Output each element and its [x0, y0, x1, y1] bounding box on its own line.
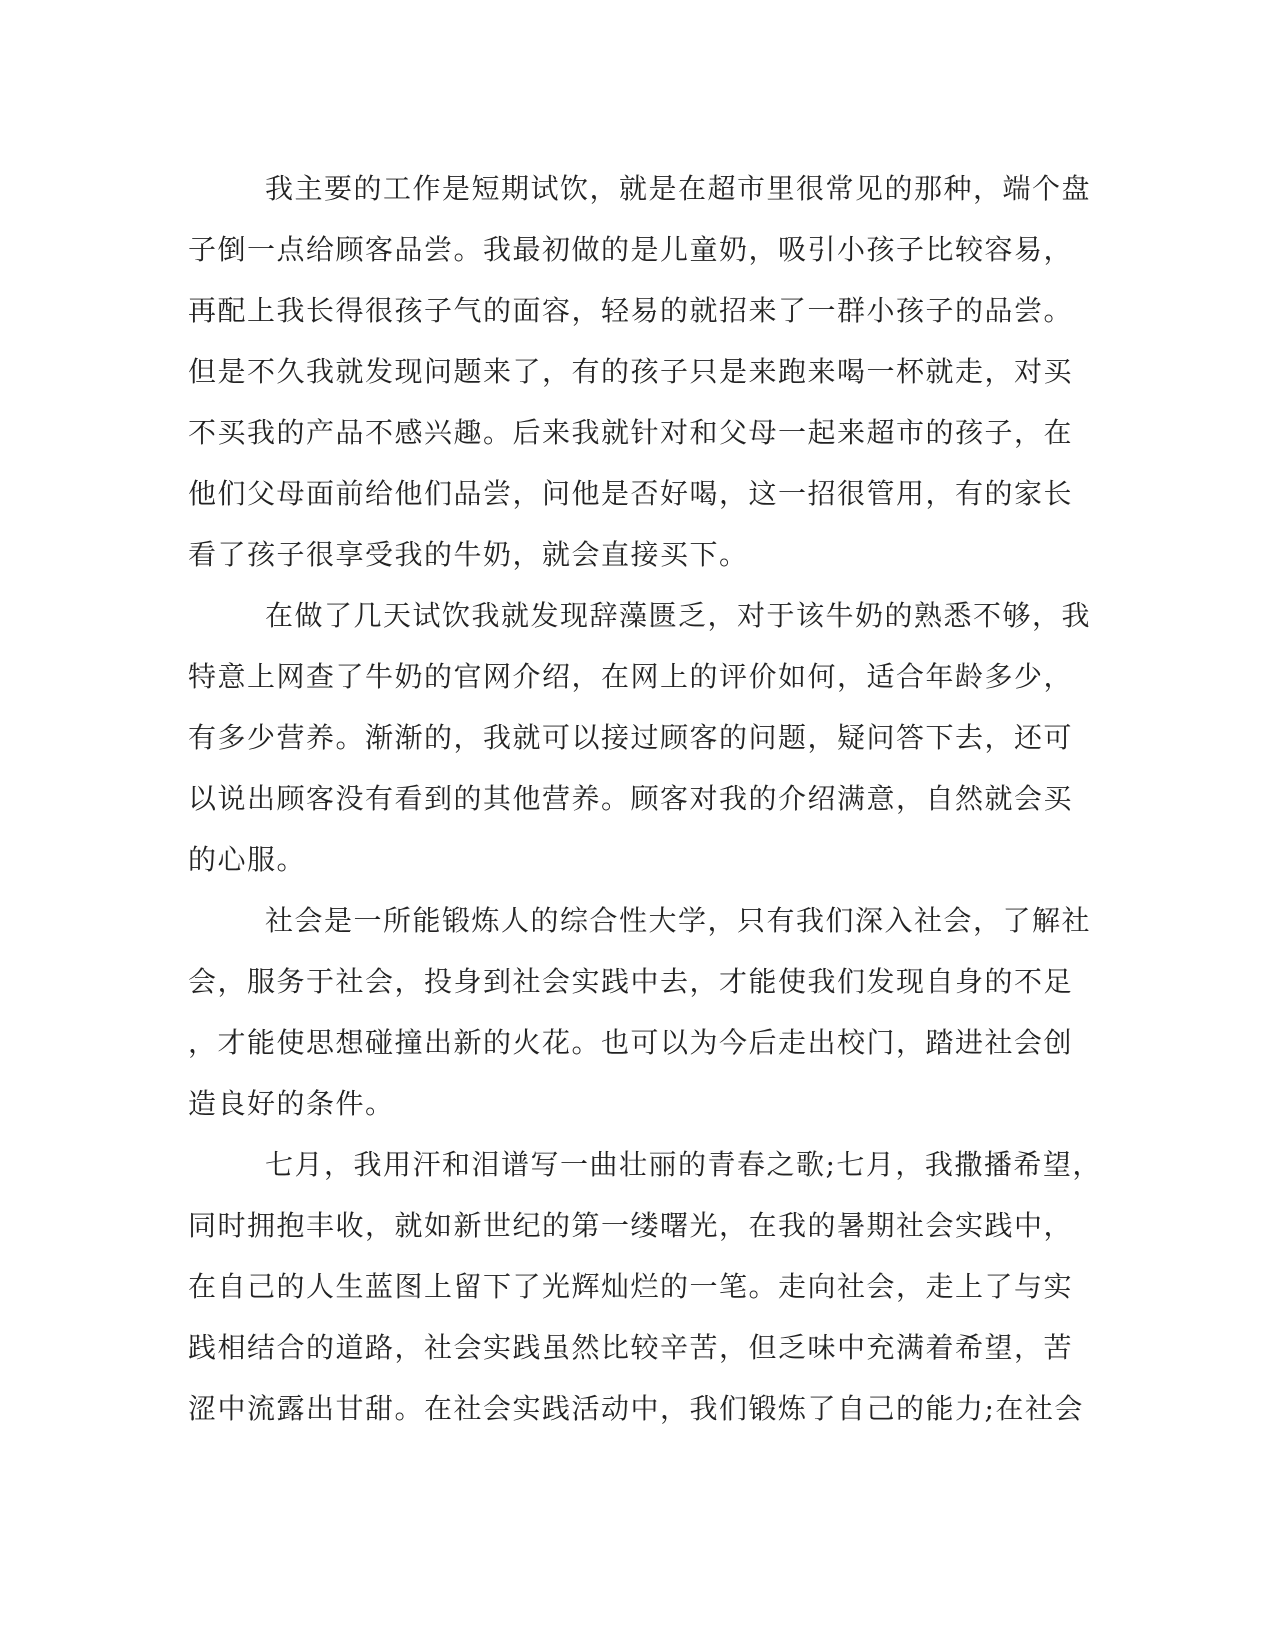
body-text	[188, 158, 1102, 1439]
text-line: 同时拥抱丰收，就如新世纪的第一缕曙光，在我的暑期社会实践中，	[188, 1209, 1074, 1242]
text-line: 的心服。	[188, 843, 307, 876]
text-line: 以说出顾客没有看到的其他营养。顾客对我的介绍满意，自然就会买	[188, 782, 1074, 815]
text-line: 不买我的产品不感兴趣。后来我就针对和父母一起来超市的孩子，在	[188, 416, 1074, 449]
text-line: 践相结合的道路，社会实践虽然比较辛苦，但乏味中充满着希望，苦	[188, 1331, 1074, 1364]
text-line: 有多少营养。渐渐的，我就可以接过顾客的问题，疑问答下去，还可	[188, 721, 1074, 754]
paragraph-3	[188, 890, 1092, 1134]
text-line: 造良好的条件。	[188, 1087, 395, 1120]
text-line: 我主要的工作是短期试饮，就是在超市里很常见的那种，端个盘	[265, 172, 1092, 205]
text-line: ，才能使思想碰撞出新的火花。也可以为今后走出校门，踏进社会创	[188, 1026, 1074, 1059]
text-line: 在自己的人生蓝图上留下了光辉灿烂的一笔。走向社会，走上了与实	[188, 1270, 1074, 1303]
text-line: 再配上我长得很孩子气的面容，轻易的就招来了一群小孩子的品尝。	[188, 294, 1074, 327]
paragraph-4	[188, 1134, 1102, 1439]
paragraph-2	[188, 585, 1092, 890]
text-line: 他们父母面前给他们品尝，问他是否好喝，这一招很管用，有的家长	[188, 477, 1074, 510]
text-line: 子倒一点给顾客品尝。我最初做的是儿童奶，吸引小孩子比较容易，	[188, 233, 1074, 266]
paragraph-1	[188, 158, 1092, 585]
text-line: 但是不久我就发现问题来了，有的孩子只是来跑来喝一杯就走，对买	[188, 355, 1074, 388]
text-line: 社会是一所能锻炼人的综合性大学，只有我们深入社会，了解社	[265, 904, 1092, 937]
text-line: 特意上网查了牛奶的官网介绍，在网上的评价如何，适合年龄多少，	[188, 660, 1074, 693]
text-line: 会，服务于社会，投身到社会实践中去，才能使我们发现自身的不足	[188, 965, 1074, 998]
text-line: 七月，我用汗和泪谱写一曲壮丽的青春之歌;七月，我撒播希望，	[265, 1148, 1102, 1181]
text-line: 看了孩子很享受我的牛奶，就会直接买下。	[188, 538, 749, 571]
text-line: 在做了几天试饮我就发现辞藻匮乏，对于该牛奶的熟悉不够，我	[265, 599, 1092, 632]
text-line: 涩中流露出甘甜。在社会实践活动中，我们锻炼了自己的能力;在社会	[188, 1392, 1084, 1425]
